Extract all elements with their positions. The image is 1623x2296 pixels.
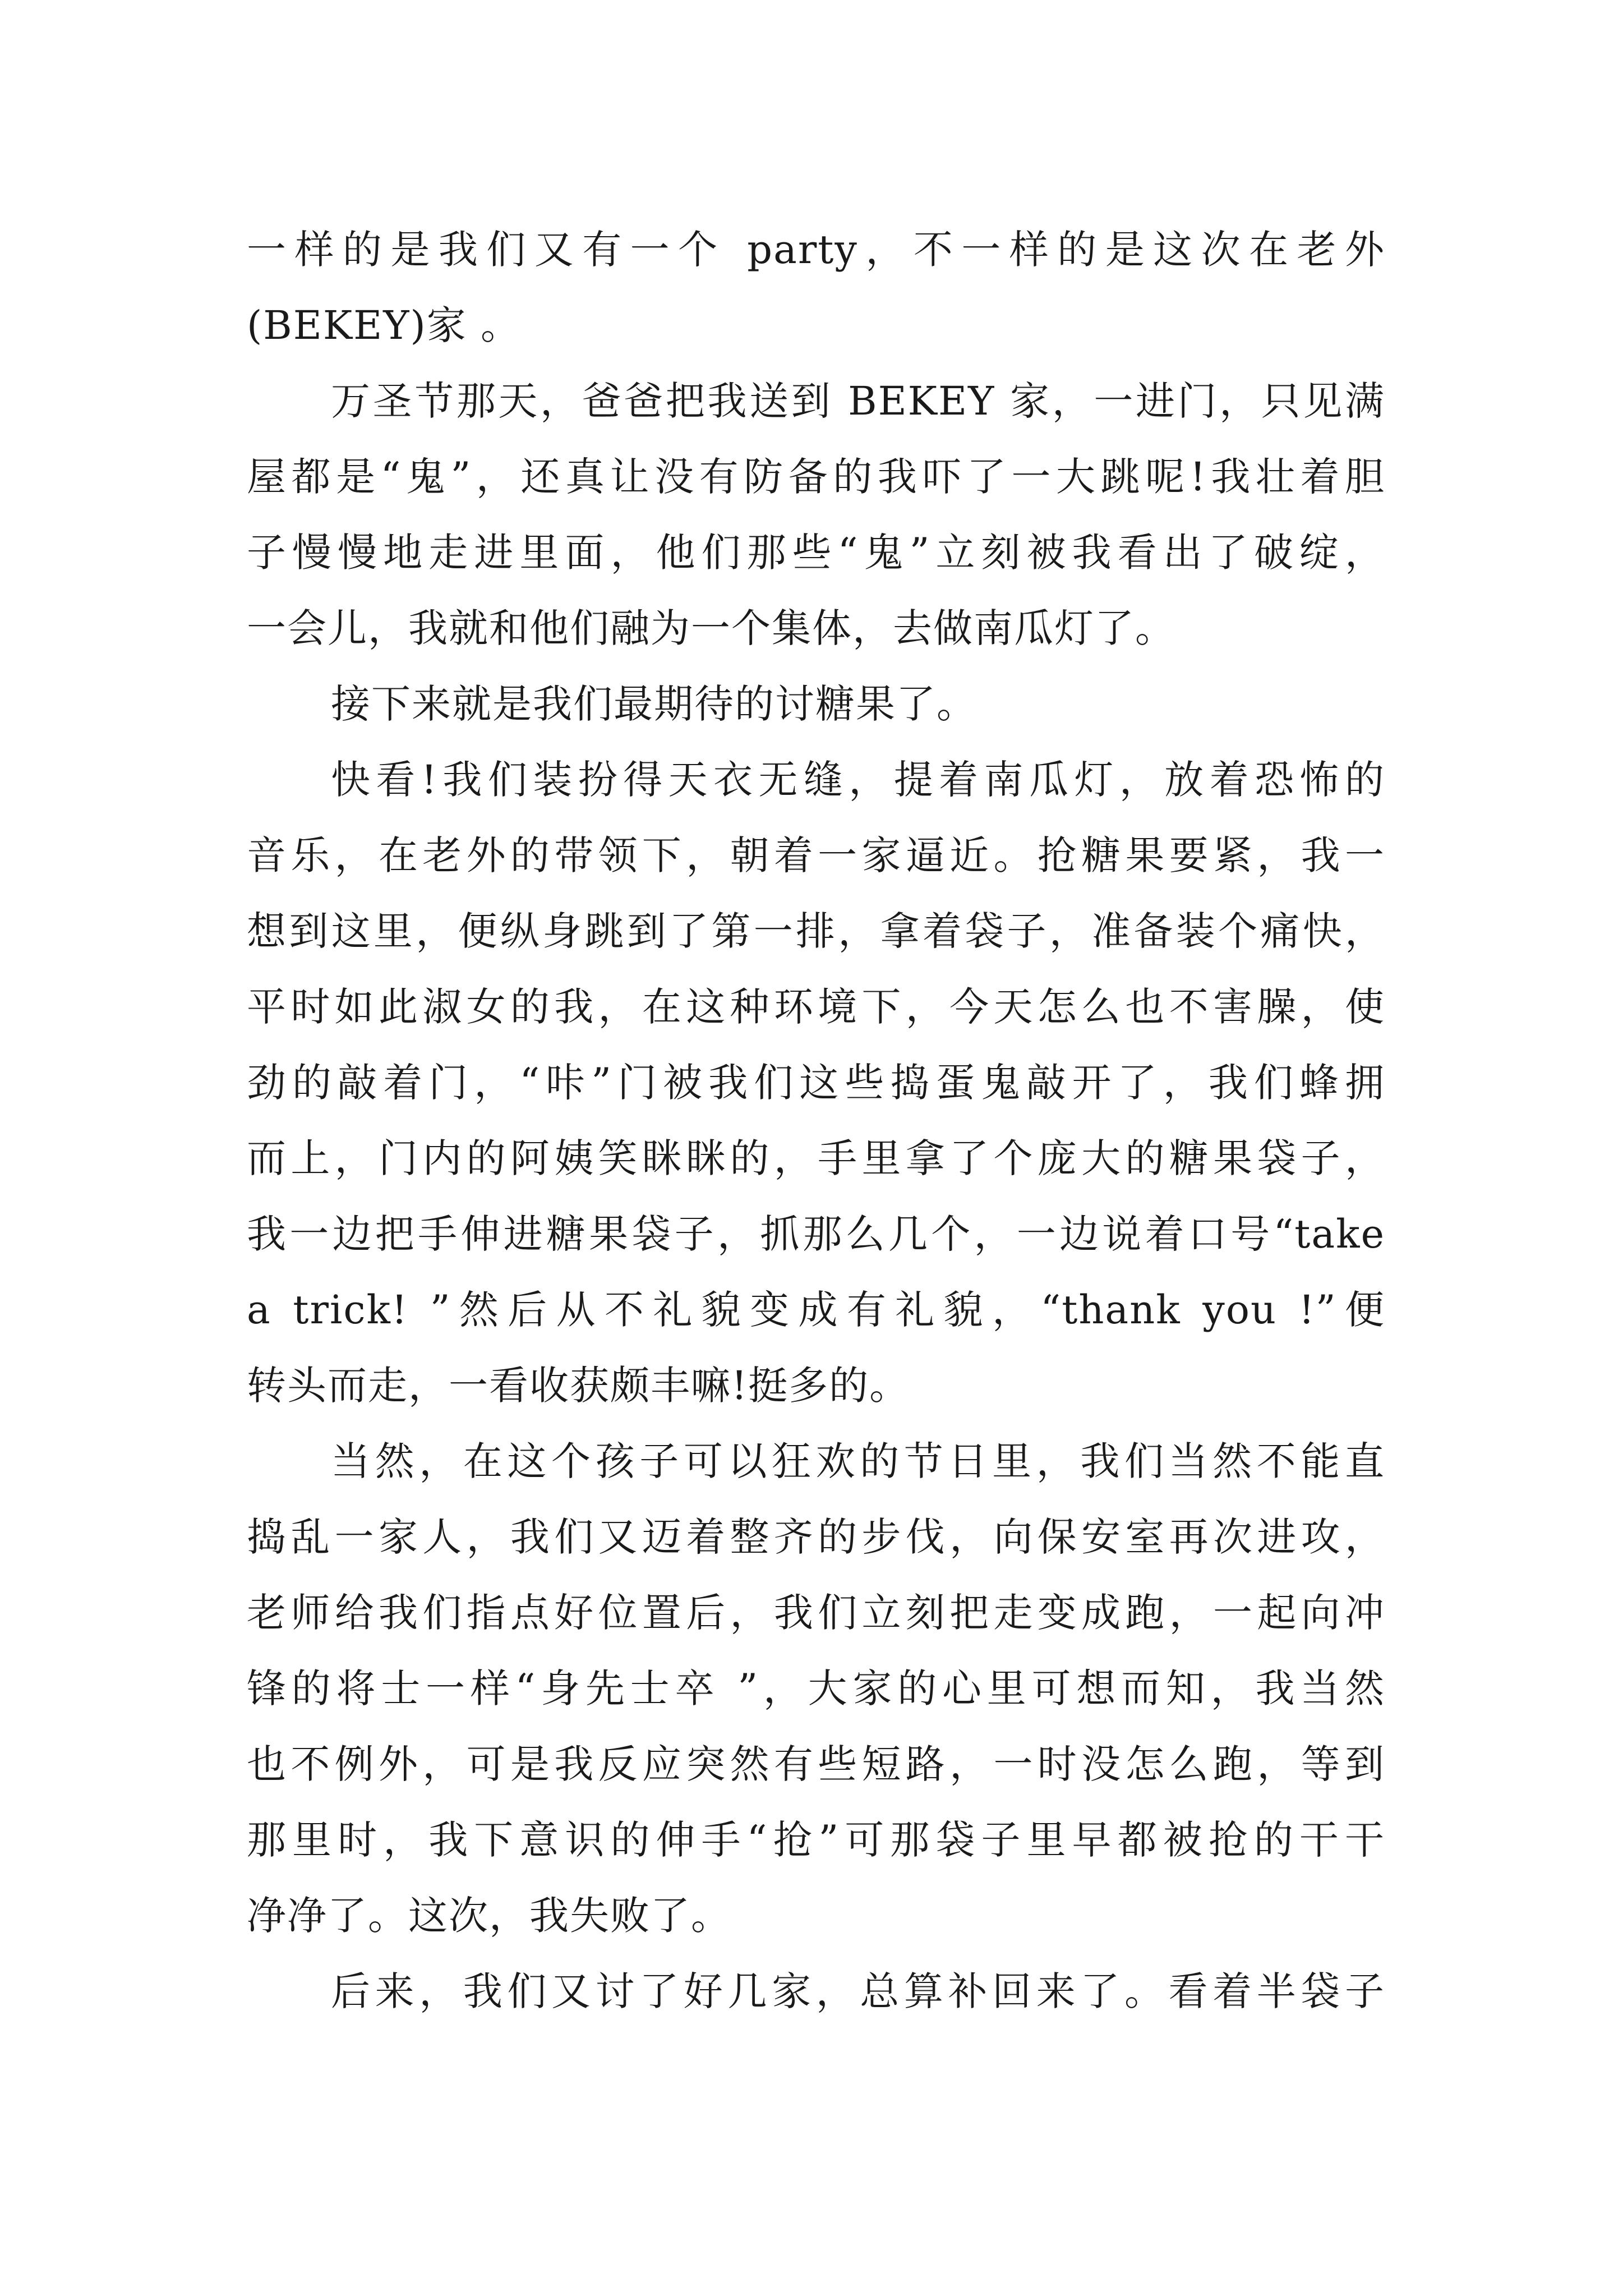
text-line: 屋都是“鬼”，还真让没有防备的我吓了一大跳呢!我壮着胆 xyxy=(247,454,1385,500)
text-line: 我一边把手伸进糖果袋子，抓那么几个，一边说着口号“take xyxy=(247,1211,1385,1257)
text-line: 老师给我们指点好位置后，我们立刻把走变成跑，一起向冲 xyxy=(247,1590,1385,1636)
text-line: 想到这里，便纵身跳到了第一排，拿着袋子，准备装个痛快， xyxy=(247,908,1385,954)
text-line: 子慢慢地走进里面，他们那些“鬼”立刻被我看出了破绽， xyxy=(247,530,1385,576)
paragraph-first-line: 接下来就是我们最期待的讨糖果了。 xyxy=(331,681,977,727)
text-line: 那里时，我下意识的伸手“抢”可那袋子里早都被抢的干干 xyxy=(247,1817,1385,1863)
text-line: (BEKEY)家 。 xyxy=(247,302,522,348)
text-line: 锋的将士一样“身先士卒 ”，大家的心里可想而知，我当然 xyxy=(247,1665,1385,1711)
article-body xyxy=(247,212,1385,2030)
text-line: 平时如此淑女的我，在这种环境下，今天怎么也不害臊，使 xyxy=(247,984,1385,1030)
paragraph-first-line: 后来，我们又讨了好几家，总算补回来了。看着半袋子 xyxy=(331,1968,1385,2014)
text-line: 转头而走，一看收获颇丰嘛!挺多的。 xyxy=(247,1363,910,1409)
text-line: 净净了。这次，我失败了。 xyxy=(247,1893,731,1939)
text-line: 劲的敲着门，“咔”门被我们这些捣蛋鬼敲开了，我们蜂拥 xyxy=(247,1060,1385,1106)
paragraph-first-line: 当然，在这个孩子可以狂欢的节日里，我们当然不能直 xyxy=(331,1438,1385,1484)
paragraph-first-line: 快看!我们装扮得天衣无缝，提着南瓜灯，放着恐怖的 xyxy=(331,757,1385,803)
paragraph-first-line: 万圣节那天，爸爸把我送到 BEKEY 家，一进门，只见满 xyxy=(331,378,1385,424)
text-line: 音乐，在老外的带领下，朝着一家逼近。抢糖果要紧，我一 xyxy=(247,832,1385,878)
text-line: 一会儿，我就和他们融为一个集体，去做南瓜灯了。 xyxy=(247,605,1175,651)
text-line: 捣乱一家人，我们又迈着整齐的步伐，向保安室再次进攻， xyxy=(247,1514,1385,1560)
text-line: 一样的是我们又有一个 party，不一样的是这次在老外 xyxy=(247,227,1385,273)
text-line: a trick! ”然后从不礼貌变成有礼貌，“thank you !”便 xyxy=(247,1287,1385,1333)
text-line: 而上，门内的阿姨笑眯眯的，手里拿了个庞大的糖果袋子， xyxy=(247,1135,1385,1181)
text-line: 也不例外，可是我反应突然有些短路，一时没怎么跑，等到 xyxy=(247,1741,1385,1787)
